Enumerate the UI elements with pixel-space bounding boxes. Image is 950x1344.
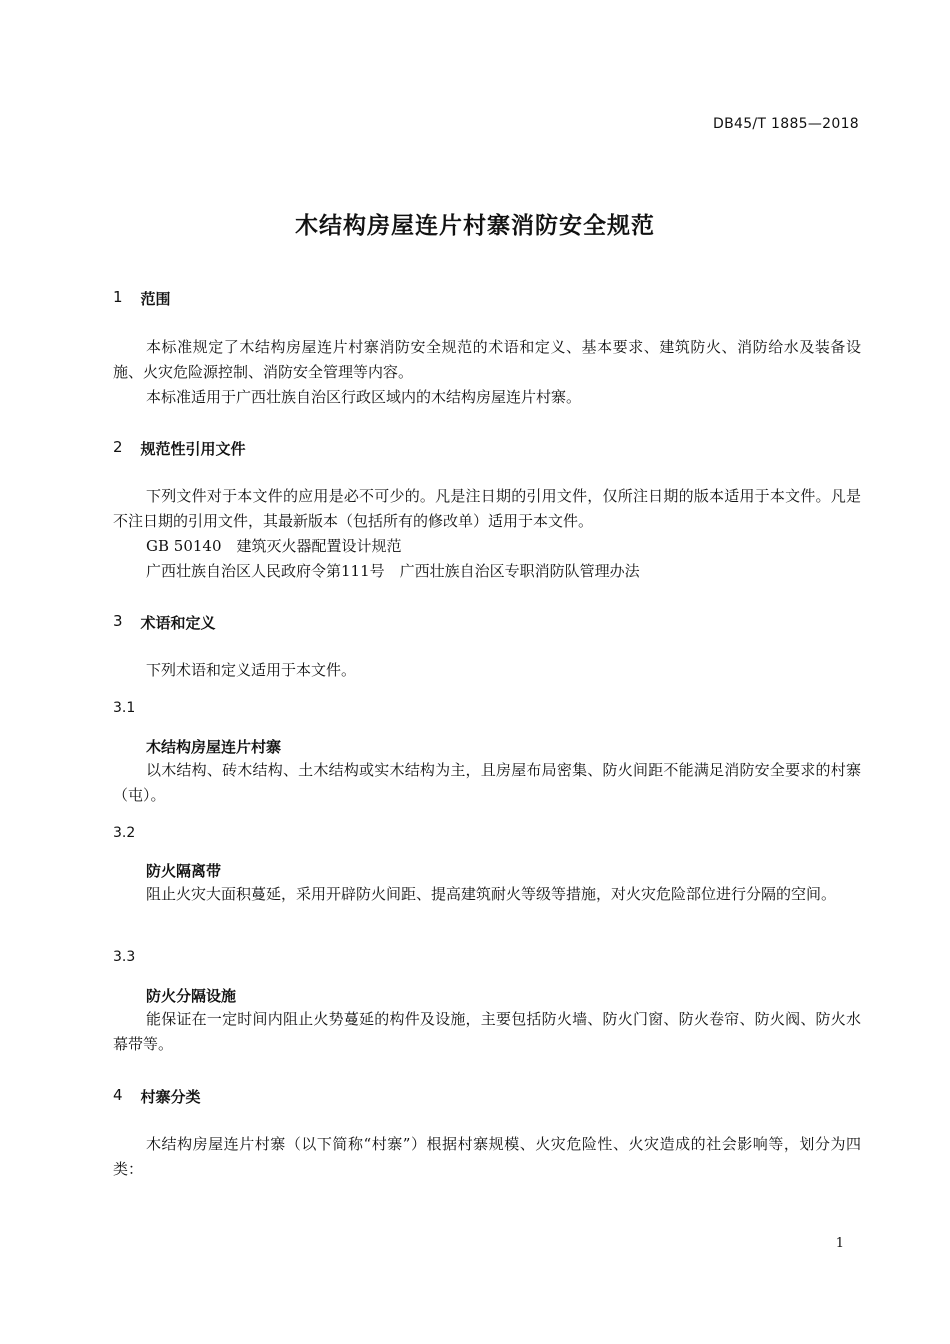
section-3-heading — [113, 612, 861, 633]
paragraph: 本标准适用于广西壮族自治区行政区域内的木结构房屋连片村寨。 — [146, 388, 582, 406]
term-definition: 能保证在一定时间内阻止火势蔓延的构件及设施，主要包括防火墙、防火门窗、防火卷帘、防火阀、防火水幕带等。 — [113, 1010, 861, 1053]
section-number: 2 — [113, 438, 123, 456]
section-4-body — [113, 1132, 861, 1182]
clause-3-3-number: 3.3 — [113, 949, 136, 965]
clause-3-2 — [113, 860, 861, 907]
section-number: 3 — [113, 612, 123, 630]
paragraph: 下列术语和定义适用于本文件。 — [146, 661, 357, 679]
paragraph: 木结构房屋连片村寨（以下简称“村寨”）根据村寨规模、火灾危险性、火灾造成的社会影响等，划分为四类： — [113, 1135, 861, 1178]
section-title: 范围 — [140, 290, 171, 308]
standard-code: DB45/T 1885—2018 — [713, 116, 859, 132]
clause-3-1-number: 3.1 — [113, 700, 136, 716]
section-1-heading — [113, 288, 861, 309]
term-name: 木结构房屋连片村寨 — [146, 738, 282, 756]
section-title: 村寨分类 — [140, 1088, 201, 1106]
clause-3-1 — [113, 736, 861, 808]
section-number: 4 — [113, 1086, 123, 1104]
section-2-heading — [113, 438, 861, 459]
section-title: 术语和定义 — [140, 614, 216, 632]
page-number: 1 — [835, 1236, 844, 1251]
section-title: 规范性引用文件 — [140, 440, 246, 458]
document-title: 木结构房屋连片村寨消防安全规范 — [295, 213, 655, 239]
term-definition: 以木结构、砖木结构、土木结构或实木结构为主，且房屋布局密集、防火间距不能满足消防安全要求的村寨（屯）。 — [113, 761, 861, 804]
term-name: 防火分隔设施 — [146, 987, 237, 1005]
paragraph: 本标准规定了木结构房屋连片村寨消防安全规范的术语和定义、基本要求、建筑防火、消防给水及装备设施、火灾危险源控制、消防安全管理等内容。 — [113, 338, 861, 381]
paragraph: 下列文件对于本文件的应用是必不可少的。凡是注日期的引用文件，仅所注日期的版本适用于本文件。凡是不注日期的引用文件，其最新版本（包括所有的修改单）适用于本文件。 — [113, 487, 861, 530]
clause-3-3 — [113, 985, 861, 1057]
reference-item: 广西壮族自治区人民政府令第111号 广西壮族自治区专职消防队管理办法 — [146, 562, 640, 580]
clause-3-2-number: 3.2 — [113, 825, 136, 841]
section-2-body — [113, 484, 861, 584]
section-number: 1 — [113, 288, 123, 306]
term-name: 防火隔离带 — [146, 862, 222, 880]
section-1-body — [113, 335, 861, 410]
section-3-intro — [113, 658, 861, 683]
reference-item: GB 50140 建筑灭火器配置设计规范 — [146, 537, 402, 555]
section-4-heading — [113, 1086, 861, 1107]
term-definition: 阻止火灾大面积蔓延，采用开辟防火间距、提高建筑耐火等级等措施，对火灾危险部位进行分隔的空间。 — [146, 885, 837, 903]
